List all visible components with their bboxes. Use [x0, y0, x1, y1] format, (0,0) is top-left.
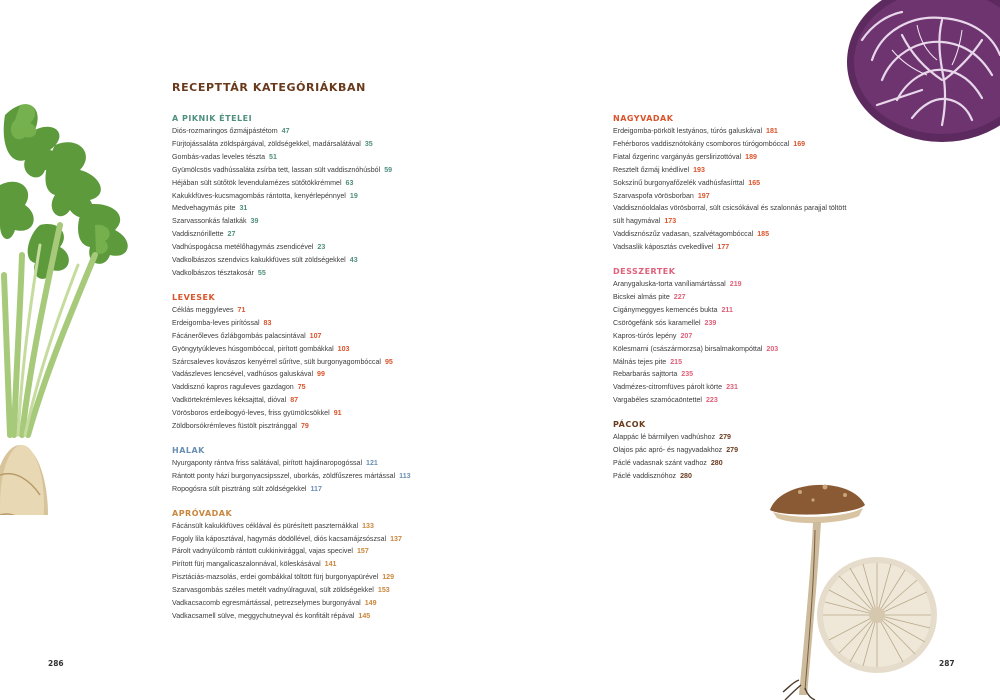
recipe-page-number: 145 — [358, 612, 371, 620]
recipe-page-number: 83 — [263, 318, 272, 327]
section-pacok — [613, 419, 848, 483]
index-column-right — [613, 113, 848, 495]
section-aprovadak — [172, 508, 472, 623]
recipe-page-number: 227 — [673, 292, 686, 301]
recipe-entry — [172, 215, 472, 228]
recipe-title: Vadkacsacomb egresmártással, petrezselymes burgonyával — [172, 599, 361, 608]
recipe-title: Vadkolbászos szendvics kakukkfüves sült zöldségekkel — [172, 256, 346, 265]
recipe-entry — [172, 228, 472, 241]
section-title: APRÓVADAK — [172, 508, 233, 518]
recipe-entry — [172, 356, 472, 369]
recipe-page-number: 231 — [726, 383, 738, 392]
recipe-entry — [172, 190, 472, 203]
recipe-entry — [613, 138, 848, 151]
recipe-entry — [172, 381, 472, 394]
recipe-page-number: 177 — [717, 243, 730, 252]
recipe-page-number: 181 — [766, 127, 778, 135]
recipe-page-number: 117 — [310, 484, 322, 493]
page-number-left: 286 — [48, 659, 64, 668]
recipe-title: Vadászleves lencsével, vadhúsos galuskával — [172, 370, 314, 379]
recipe-page-number: 235 — [681, 370, 694, 379]
recipe-entry — [172, 202, 472, 215]
section-title: HALAK — [172, 445, 205, 455]
recipe-page-number: 19 — [349, 191, 358, 200]
recipe-title: Resztelt őzmáj knédlivel — [613, 165, 690, 174]
recipe-entry — [613, 470, 848, 483]
recipe-title: Gombás-vadas leveles tészta — [172, 152, 266, 161]
recipe-page-number: 51 — [269, 152, 277, 161]
recipe-title: Vargabéles szamócaöntettel — [613, 396, 702, 405]
recipe-title: Cigánymeggyes kemencés bukta — [613, 305, 718, 314]
recipe-page-number: 203 — [766, 344, 779, 353]
recipe-entry — [613, 394, 848, 407]
recipe-entry — [172, 584, 472, 597]
recipe-title: Vörösboros erdeibogyó-leves, friss gyümölcsökkel — [172, 409, 330, 418]
recipe-page-number: 215 — [670, 357, 683, 366]
recipe-entry — [172, 394, 472, 407]
recipe-entry — [613, 202, 848, 228]
recipe-entry — [613, 164, 848, 177]
section-levesek — [172, 292, 472, 433]
section-nagyvadak — [613, 113, 848, 254]
recipe-entry — [613, 457, 848, 470]
recipe-title: Rántott ponty házi burgonyacsipsszel, uborkás, zöldfűszeres mártással — [172, 471, 396, 480]
recipe-title: Olajos pác apró- és nagyvadakhoz — [613, 446, 723, 455]
recipe-entry — [172, 138, 472, 151]
recipe-title: Vadkörtekrémleves kéksajttal, dióval — [172, 396, 287, 405]
section-piknik — [172, 113, 472, 280]
recipe-entry — [613, 228, 848, 241]
recipe-title: Aranygaluska-torta vaníliamártással — [613, 280, 726, 289]
recipe-page-number: 133 — [362, 521, 374, 530]
recipe-title: Páclé vaddisznóhoz — [613, 471, 677, 480]
recipe-entry — [172, 470, 472, 483]
recipe-entry — [613, 278, 848, 291]
recipe-entry — [172, 407, 472, 420]
recipe-title: Kapros-túrós lepény — [613, 331, 677, 340]
recipe-title: Fogoly lila káposztával, hagymás dödöllével, diós kacsamájzsószsal — [172, 534, 387, 543]
recipe-page-number: 279 — [719, 433, 731, 442]
recipe-page-number: 31 — [239, 204, 248, 213]
recipe-entry — [613, 356, 848, 369]
recipe-entry — [613, 304, 848, 317]
recipe-page-number: 149 — [364, 599, 377, 608]
recipe-entry — [172, 610, 472, 623]
recipe-title: Csörögefánk sós karamellel — [613, 318, 701, 327]
recipe-entry — [172, 558, 472, 571]
recipe-entry — [172, 571, 472, 584]
recipe-entry — [172, 343, 472, 356]
index-column-left — [172, 113, 472, 635]
recipe-title: Vadkacsamell sülve, meggychutneyval és konfitált répával — [172, 612, 355, 620]
recipe-title: Pirított fürj mangalicaszalonnával, köleskásával — [172, 560, 321, 569]
recipe-title: Szarvasgombás széles metélt vadnyúlraguval, sült zöldségekkel — [172, 586, 374, 595]
recipe-page-number: 223 — [705, 396, 718, 405]
recipe-title: Erdeigomba-pörkölt lestyános, túrós galuskával — [613, 127, 763, 135]
page-title: RECEPTTÁR KATEGÓRIÁKBAN — [172, 81, 366, 94]
recipe-page-number: 47 — [281, 127, 290, 135]
section-title: PÁCOK — [613, 420, 646, 430]
recipe-entry — [613, 444, 848, 457]
recipe-title: Fácánsült kakukkfüves céklával és pürésített paszternákkal — [172, 521, 359, 530]
recipe-entry — [172, 317, 472, 330]
recipe-entry — [613, 241, 848, 254]
recipe-title: Gyümölcsös vadhússaláta zsírba tett, lassan sült vaddisznóhúsból — [172, 165, 381, 174]
recipe-title: Fiatal őzgerinc vargányás gerslirizottóval — [613, 152, 742, 161]
recipe-title: Erdeigomba-leves pirítóssal — [172, 318, 260, 327]
recipe-page-number: 75 — [297, 383, 306, 392]
recipe-entry — [172, 520, 472, 533]
mushroom-icon — [755, 470, 955, 700]
recipe-page-number: 113 — [399, 471, 411, 480]
recipe-entry — [613, 190, 848, 203]
recipe-entry — [613, 343, 848, 356]
recipe-page-number: 280 — [680, 471, 692, 480]
recipe-entry — [613, 330, 848, 343]
recipe-page-number: 27 — [227, 230, 236, 239]
recipe-title: Nyurgaponty rántva friss salátával, pirított hajdinaropogóssal — [172, 458, 363, 467]
recipe-page-number: 87 — [290, 396, 299, 405]
recipe-page-number: 193 — [693, 165, 705, 174]
recipe-page-number: 95 — [384, 357, 393, 366]
recipe-title: Pisztáciás-mazsolás, erdei gombákkal töltött fürj burgonyapürével — [172, 573, 379, 582]
recipe-page-number: 137 — [390, 534, 402, 543]
recipe-title: Kakukkfüves-kucsmagombás rántotta, kenyérlepénnyel — [172, 191, 346, 200]
red-cabbage-icon — [842, 0, 1000, 145]
recipe-title: Céklás meggyleves — [172, 305, 234, 314]
recipe-page-number: 169 — [793, 139, 806, 148]
section-desszertek — [613, 266, 848, 407]
recipe-page-number: 211 — [721, 305, 733, 314]
recipe-entry — [172, 177, 472, 190]
recipe-page-number: 99 — [317, 370, 325, 379]
recipe-entry — [172, 420, 472, 433]
recipe-page-number: 55 — [257, 268, 266, 277]
recipe-entry — [172, 304, 472, 317]
recipe-entry — [613, 431, 848, 444]
recipe-entry — [613, 177, 848, 190]
recipe-title: Szárcsaleves kovászos kenyérrel sűrítve, sült burgonyagombóccal — [172, 357, 381, 366]
recipe-page-number: 121 — [366, 458, 378, 467]
recipe-title: Fácánerőleves őzlábgombás palacsintával — [172, 331, 306, 340]
recipe-title: Vadmézes-citromfüves párolt körte — [613, 383, 723, 392]
recipe-page-number: 207 — [680, 331, 693, 340]
recipe-entry — [172, 151, 472, 164]
recipe-entry — [172, 241, 472, 254]
recipe-page-number: 107 — [309, 331, 322, 340]
recipe-page-number: 39 — [250, 217, 259, 226]
recipe-title: Szarvassonkás falatkák — [172, 217, 247, 226]
recipe-title: Alappác lé bármilyen vadhúshoz — [613, 433, 716, 442]
recipe-title: Fürjtojássaláta zöldspárgával, zöldségekkel, madársalátával — [172, 139, 361, 148]
recipe-entry — [613, 125, 848, 138]
recipe-page-number: 239 — [704, 318, 717, 327]
recipe-entry — [172, 457, 472, 470]
recipe-title: Vaddisznó kapros raguleves gazdagon — [172, 383, 294, 392]
recipe-page-number: 59 — [384, 165, 393, 174]
recipe-page-number: 23 — [317, 243, 326, 252]
recipe-entry — [172, 545, 472, 558]
recipe-page-number: 141 — [324, 560, 337, 569]
recipe-title: Páclé vadasnak szánt vadhoz — [613, 458, 707, 467]
recipe-title: Szarvaspofa vörösborban — [613, 191, 694, 200]
recipe-page-number: 165 — [748, 178, 761, 187]
section-title: A PIKNIK ÉTELEI — [172, 114, 253, 123]
recipe-title: Párolt vadnyúlcomb rántott cukkinivirággal, vajas specivel — [172, 547, 353, 556]
recipe-page-number: 157 — [356, 547, 369, 556]
recipe-title: Vadhúspogácsa metélőhagymás zsendicével — [172, 243, 314, 252]
recipe-title: Vadkolbászos tésztakosár — [172, 268, 254, 277]
recipe-entry — [613, 317, 848, 330]
recipe-title: Vaddisznószűz vadasan, szalvétagombóccal — [613, 230, 754, 239]
recipe-entry — [172, 125, 472, 138]
recipe-page-number: 129 — [382, 573, 395, 582]
recipe-title: Medvehagymás pite — [172, 204, 236, 213]
recipe-entry — [172, 533, 472, 546]
celery-icon — [0, 75, 140, 515]
section-halak — [172, 445, 472, 496]
recipe-title: Kölesmarni (császármorzsa) birsalmakompóttal — [613, 344, 763, 353]
recipe-entry — [613, 381, 848, 394]
recipe-entry — [613, 368, 848, 381]
recipe-title: Vaddisznórillette — [172, 230, 224, 239]
recipe-page-number: 35 — [364, 139, 373, 148]
recipe-page-number: 219 — [729, 280, 742, 289]
recipe-page-number: 153 — [377, 586, 390, 595]
recipe-title: Bicskei almás pite — [613, 292, 670, 301]
section-title: LEVESEK — [172, 292, 216, 302]
recipe-title: Diós-rozmaringos őzmájpástétom — [172, 127, 278, 135]
recipe-entry — [172, 254, 472, 267]
recipe-title: Gyöngytyúkleves húsgombóccal, pirított gombákkal — [172, 344, 334, 353]
recipe-page-number: 197 — [697, 191, 710, 200]
page-number-right: 287 — [939, 659, 955, 668]
recipe-page-number: 91 — [333, 409, 342, 418]
recipe-entry — [613, 151, 848, 164]
recipe-page-number: 280 — [710, 458, 723, 467]
recipe-entry — [172, 368, 472, 381]
section-title: DESSZERTEK — [613, 267, 676, 277]
recipe-title: Vadsaslik káposztás cvekedlivel — [613, 243, 714, 252]
section-title: NAGYVADAK — [613, 114, 674, 123]
recipe-page-number: 79 — [300, 422, 309, 431]
recipe-title: Ropogósra sült pisztráng sült zöldségekkel — [172, 484, 307, 493]
recipe-title: Fehérboros vaddisznótokány csomboros túrógombóccal — [613, 139, 790, 148]
recipe-page-number: 279 — [726, 446, 739, 455]
recipe-title: Málnás tejes pite — [613, 357, 667, 366]
recipe-entry — [613, 291, 848, 304]
recipe-title: Sokszínű burgonyafőzelék vadhúsfasírttal — [613, 178, 745, 187]
recipe-page-number: 173 — [664, 217, 677, 226]
recipe-page-number: 71 — [237, 305, 246, 314]
recipe-entry — [172, 267, 472, 280]
recipe-title: Rebarbarás sajttorta — [613, 370, 678, 379]
recipe-page-number: 63 — [345, 178, 354, 187]
recipe-entry — [172, 483, 472, 496]
recipe-title: Vaddisznóoldalas vörösborral, sült csicsókával és szalonnás parajjal töltött sült hagymával — [613, 204, 847, 226]
recipe-entry — [172, 164, 472, 177]
recipe-entry — [172, 330, 472, 343]
recipe-page-number: 185 — [757, 230, 770, 239]
recipe-page-number: 43 — [349, 256, 358, 265]
recipe-page-number: 103 — [337, 344, 350, 353]
recipe-entry — [172, 597, 472, 610]
recipe-title: Héjában sült sütőtök levendulamézes sütőtökkrémmel — [172, 178, 342, 187]
recipe-title: Zöldborsókrémleves füstölt pisztránggal — [172, 422, 297, 431]
recipe-page-number: 189 — [745, 152, 757, 161]
